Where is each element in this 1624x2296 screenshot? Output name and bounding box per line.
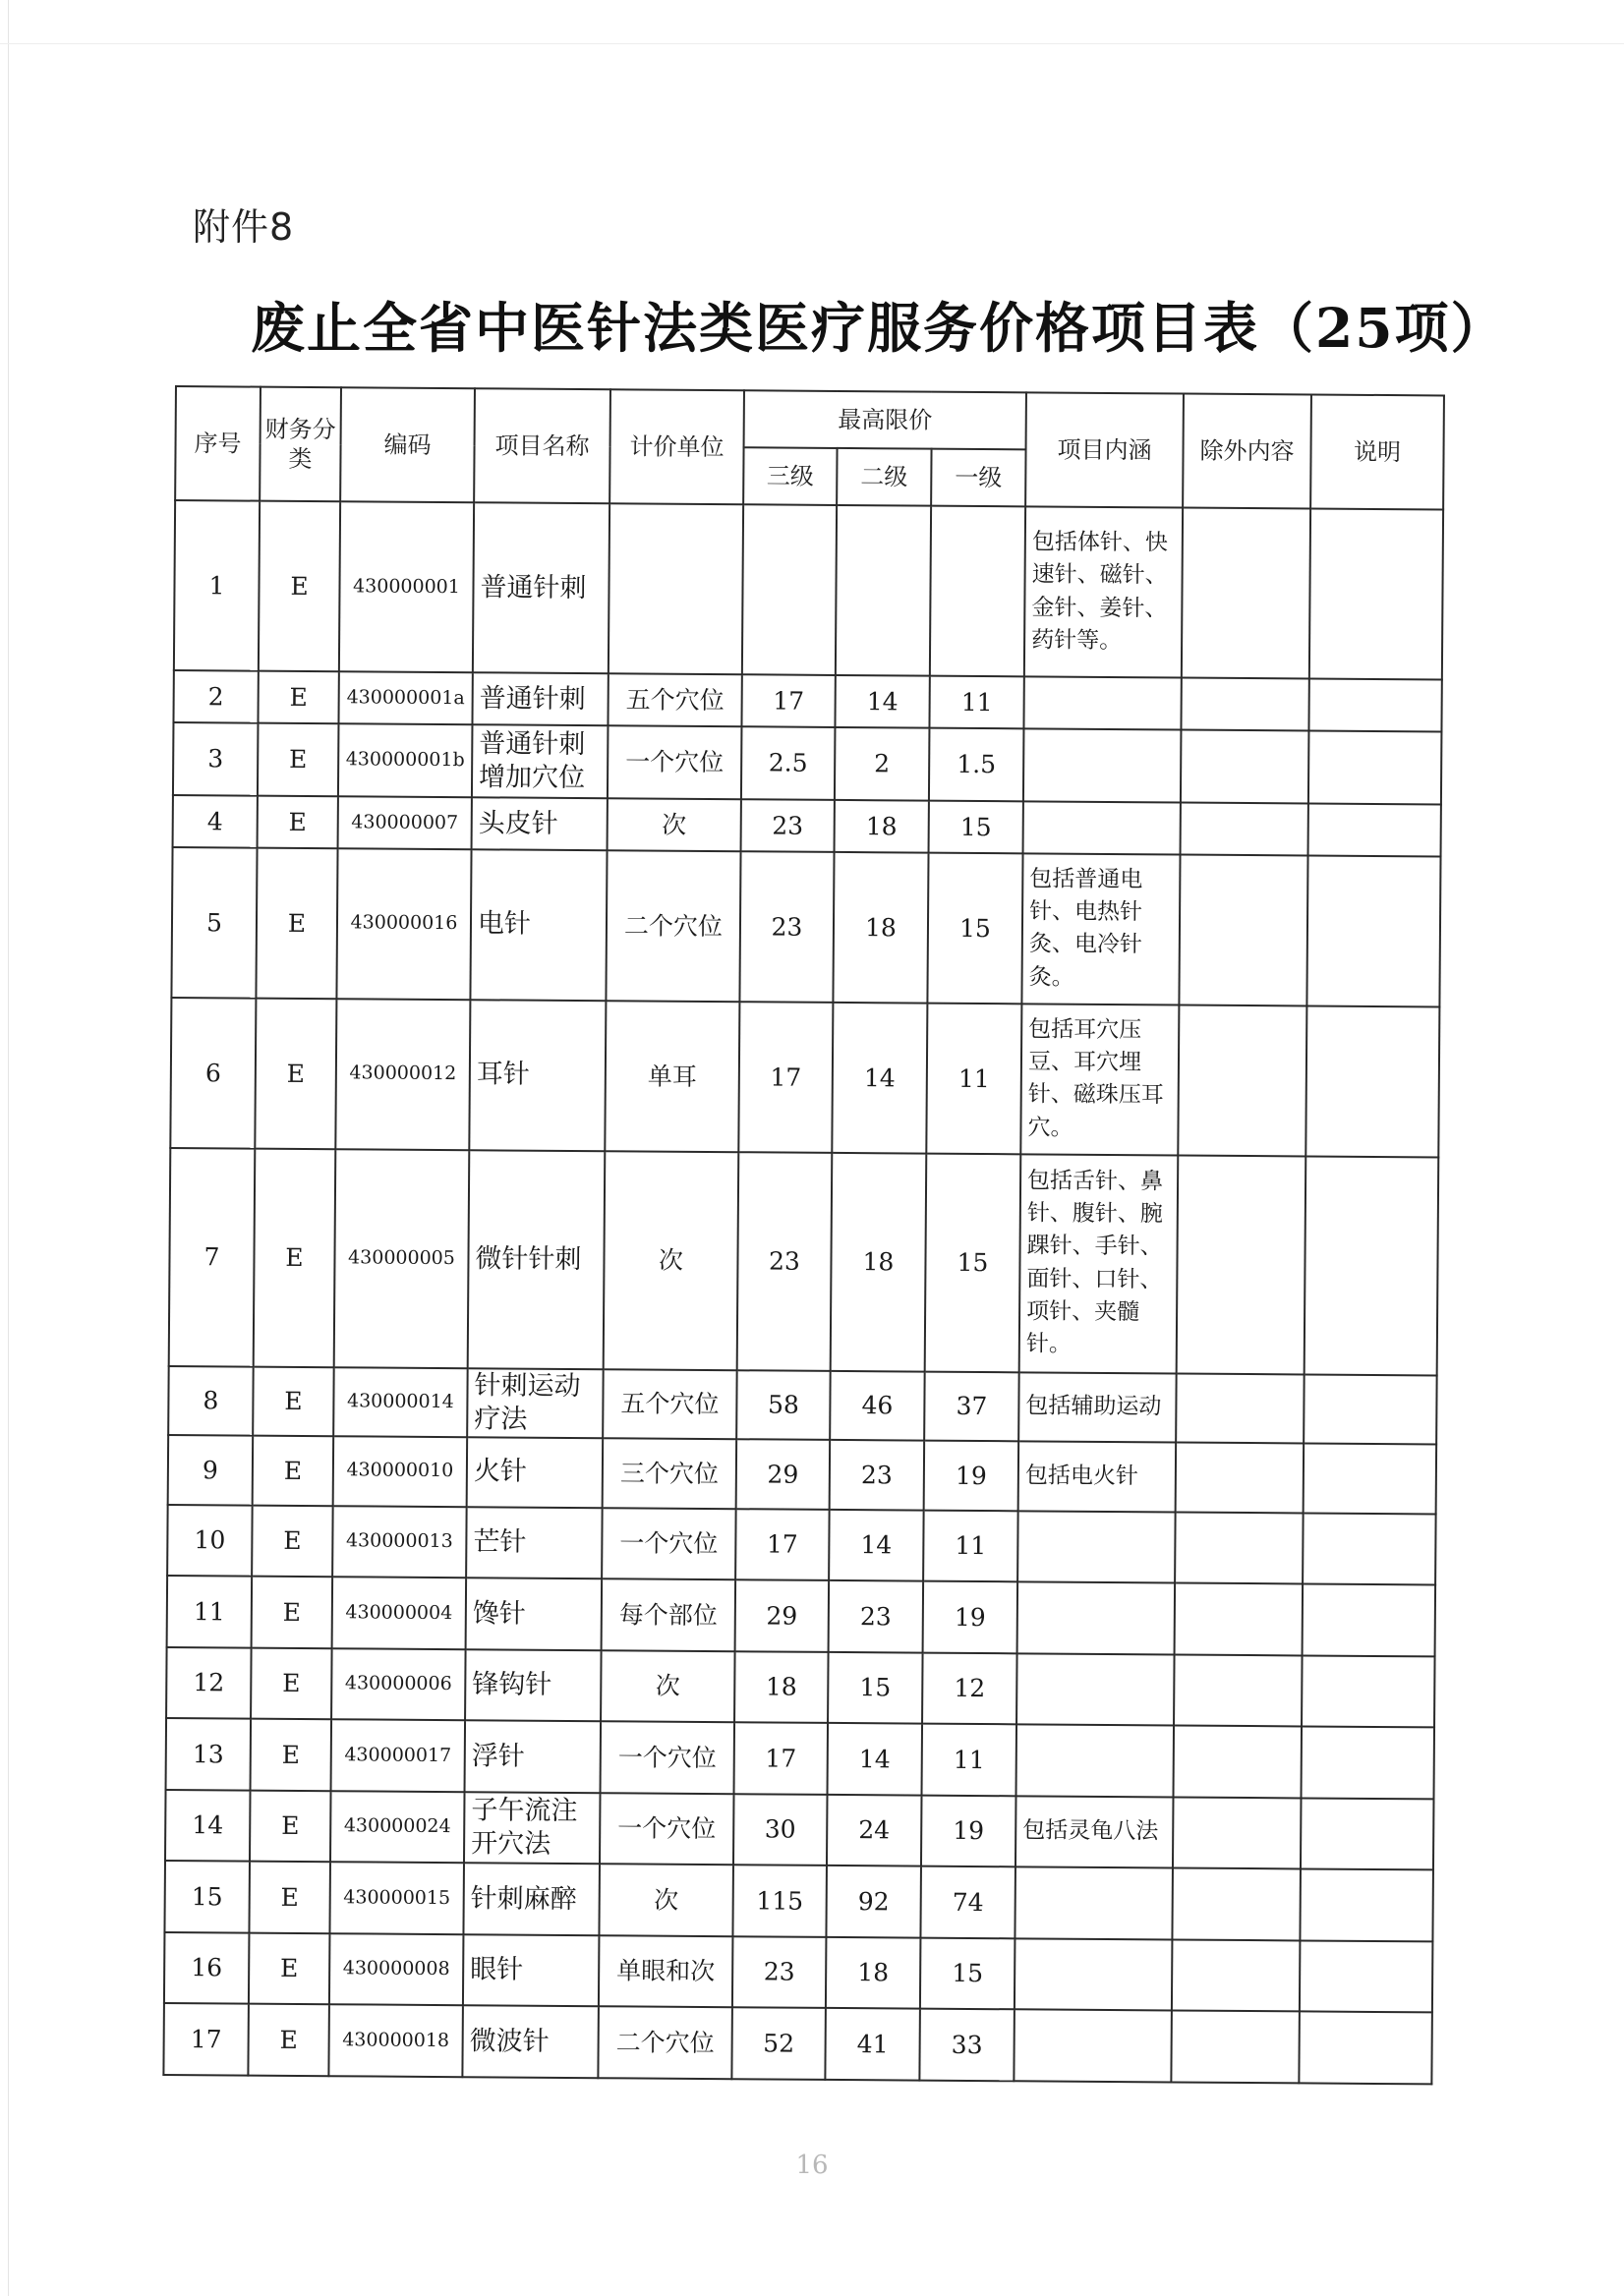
table-row <box>173 670 1441 731</box>
header-notes: 说明 <box>1310 394 1444 509</box>
price-table <box>162 385 1445 2085</box>
row-code: 430000016 <box>336 848 471 1000</box>
row-content <box>1015 1938 1173 2011</box>
row-price-level2: 18 <box>831 1153 927 1371</box>
row-price-level1: 11 <box>922 1724 1017 1796</box>
row-notes <box>1308 679 1441 731</box>
row-notes <box>1302 1727 1435 1800</box>
row-price-level2 <box>836 505 931 676</box>
row-content <box>1023 802 1181 855</box>
row-code: 430000017 <box>331 1719 466 1792</box>
header-level1: 一级 <box>931 449 1025 507</box>
row-exclusions <box>1182 508 1310 679</box>
row-price-level3: 18 <box>734 1651 829 1723</box>
row-finance-category: E <box>253 1366 334 1436</box>
row-price-level2: 14 <box>829 1510 924 1581</box>
row-content: 包括普通电针、电热针灸、电冷针灸。 <box>1021 853 1180 1004</box>
row-price-level3: 23 <box>739 851 834 1003</box>
row-pricing-unit: 二个穴位 <box>606 850 740 1002</box>
row-content <box>1015 1867 1173 1940</box>
table-row <box>169 1148 1439 1375</box>
row-price-level2: 18 <box>835 800 929 852</box>
row-notes <box>1309 508 1443 679</box>
row-seq: 3 <box>173 722 259 796</box>
row-notes <box>1304 1374 1437 1445</box>
row-exclusions <box>1175 1583 1304 1655</box>
row-item-name: 电针 <box>470 849 607 1001</box>
table-row <box>167 1576 1436 1656</box>
row-item-name: 耳针 <box>469 1000 606 1151</box>
table-body <box>163 500 1443 2084</box>
row-price-level1 <box>930 506 1025 677</box>
row-pricing-unit: 单眼和次 <box>599 1935 733 2008</box>
row-notes <box>1305 1005 1439 1157</box>
header-exclusions: 除外内容 <box>1183 394 1311 509</box>
row-pricing-unit: 次 <box>608 798 741 850</box>
row-price-level2: 15 <box>828 1652 923 1724</box>
row-seq: 5 <box>171 847 257 999</box>
table-row <box>168 1435 1436 1514</box>
header-item-name: 项目名称 <box>474 388 610 503</box>
row-item-name: 普通针刺增加穴位 <box>472 724 609 799</box>
row-price-level2: 92 <box>826 1866 921 1937</box>
row-price-level1: 11 <box>926 1003 1021 1154</box>
attachment-label: 附件8 <box>193 205 295 249</box>
table-row <box>173 795 1441 856</box>
row-item-name: 眼针 <box>463 1934 600 2007</box>
row-exclusions <box>1179 854 1307 1005</box>
row-price-level3: 52 <box>731 2008 826 2080</box>
row-price-level1: 11 <box>923 1510 1018 1581</box>
row-exclusions <box>1177 1155 1306 1374</box>
row-price-level2: 46 <box>830 1370 925 1440</box>
page-number: 16 <box>795 2151 829 2180</box>
row-content <box>1014 2010 1172 2083</box>
row-content: 包括舌针、鼻针、腹针、腕踝针、手针、面针、口针、项针、夹髓针。 <box>1019 1154 1179 1373</box>
row-content <box>1016 1724 1175 1797</box>
row-finance-category: E <box>259 501 340 672</box>
row-price-level2: 18 <box>833 852 928 1004</box>
row-exclusions <box>1181 678 1308 730</box>
row-pricing-unit: 五个穴位 <box>603 1369 737 1440</box>
row-price-level3: 17 <box>741 675 835 727</box>
row-code: 430000006 <box>331 1648 466 1721</box>
row-item-name: 子午流注开穴法 <box>464 1792 601 1865</box>
row-code: 430000018 <box>328 2005 463 2078</box>
row-item-name: 微波针 <box>462 2006 599 2079</box>
row-exclusions <box>1181 803 1308 855</box>
row-notes <box>1304 1444 1437 1515</box>
row-pricing-unit: 次 <box>601 1650 735 1723</box>
row-item-name: 火针 <box>467 1437 604 1508</box>
row-content <box>1017 1511 1176 1583</box>
row-price-level3: 17 <box>734 1722 829 1794</box>
page-title: 废止全省中医针法类医疗服务价格项目表（25项） <box>251 296 1507 360</box>
row-exclusions <box>1176 1443 1305 1513</box>
row-content <box>1016 1653 1175 1726</box>
row-price-level2: 23 <box>830 1440 925 1510</box>
row-exclusions <box>1176 1373 1305 1443</box>
header-level2: 二级 <box>837 448 931 506</box>
row-pricing-unit: 次 <box>599 1864 733 1936</box>
row-item-name: 针刺麻醉 <box>463 1863 600 1935</box>
row-content <box>1023 677 1181 730</box>
row-price-level2: 23 <box>829 1580 924 1652</box>
table-row <box>166 1647 1435 1728</box>
row-finance-category: E <box>256 847 337 999</box>
table-row <box>166 1718 1435 1799</box>
row-notes <box>1305 1156 1439 1375</box>
row-pricing-unit: 单耳 <box>605 1001 739 1152</box>
row-seq: 8 <box>168 1366 254 1436</box>
header-code: 编码 <box>340 387 475 502</box>
table-row <box>167 1505 1436 1585</box>
row-exclusions <box>1173 1797 1302 1868</box>
row-pricing-unit: 二个穴位 <box>598 2007 732 2080</box>
row-code: 430000001b <box>338 723 473 798</box>
row-price-level2: 2 <box>835 727 930 801</box>
row-exclusions <box>1172 1939 1301 2011</box>
row-exclusions <box>1178 1004 1306 1156</box>
row-content: 包括耳穴压豆、耳穴埋针、磁珠压耳穴。 <box>1020 1004 1179 1155</box>
row-pricing-unit: 次 <box>604 1151 739 1370</box>
row-exclusions <box>1174 1726 1303 1798</box>
row-price-level1: 19 <box>923 1581 1018 1653</box>
row-finance-category: E <box>250 1790 331 1862</box>
header-seq: 序号 <box>175 386 261 501</box>
table-row <box>174 500 1443 680</box>
row-code: 430000024 <box>330 1791 465 1864</box>
header-pricing-unit: 计价单位 <box>609 389 744 504</box>
row-notes <box>1300 1940 1433 2013</box>
row-price-level3: 17 <box>738 1002 833 1153</box>
row-pricing-unit: 一个穴位 <box>601 1721 735 1794</box>
row-price-level3 <box>742 504 837 675</box>
row-seq: 2 <box>173 670 258 722</box>
row-item-name: 浮针 <box>465 1720 602 1793</box>
row-price-level1: 19 <box>924 1441 1019 1511</box>
table-row <box>165 1790 1434 1870</box>
row-seq: 7 <box>169 1148 256 1366</box>
row-notes <box>1306 855 1440 1006</box>
row-content: 包括体针、快速针、磁针、金针、姜针、药针等。 <box>1024 506 1183 677</box>
row-price-level1: 15 <box>927 852 1022 1004</box>
row-pricing-unit: 三个穴位 <box>603 1438 737 1509</box>
row-price-level3: 29 <box>736 1439 831 1509</box>
row-exclusions <box>1175 1512 1304 1583</box>
row-price-level3: 115 <box>732 1865 827 1936</box>
row-finance-category: E <box>251 1647 332 1719</box>
row-seq: 14 <box>165 1790 251 1862</box>
row-price-level3: 17 <box>735 1509 830 1580</box>
row-price-level2: 14 <box>828 1723 923 1795</box>
row-finance-category: E <box>258 722 339 796</box>
row-finance-category: E <box>254 1149 336 1367</box>
row-item-name: 锋钩针 <box>465 1649 602 1722</box>
row-price-level1: 1.5 <box>929 727 1024 801</box>
row-price-level1: 33 <box>919 2009 1015 2081</box>
row-finance-category: E <box>248 2004 329 2076</box>
row-item-name: 头皮针 <box>472 797 608 849</box>
row-seq: 15 <box>164 1861 250 1932</box>
row-price-level2: 41 <box>825 2008 920 2080</box>
table-row <box>164 1932 1433 2013</box>
row-notes <box>1308 730 1442 805</box>
row-price-level1: 11 <box>929 676 1023 728</box>
row-seq: 6 <box>170 998 256 1149</box>
row-item-name: 普通针刺 <box>472 673 608 725</box>
row-content <box>1017 1581 1176 1654</box>
table-row <box>164 1861 1433 1941</box>
row-code: 430000005 <box>334 1149 470 1368</box>
row-seq: 16 <box>164 1932 250 2004</box>
row-seq: 4 <box>173 795 258 847</box>
row-notes <box>1300 1869 1433 1942</box>
header-content: 项目内涵 <box>1025 392 1184 507</box>
table-row <box>168 1366 1436 1445</box>
row-price-level1: 12 <box>922 1652 1017 1724</box>
table-row <box>171 847 1440 1007</box>
row-notes <box>1308 804 1441 856</box>
row-item-name: 针刺运动疗法 <box>467 1368 604 1439</box>
row-content: 包括电火针 <box>1018 1441 1177 1512</box>
row-price-level3: 30 <box>733 1794 828 1866</box>
row-code: 430000004 <box>332 1577 467 1649</box>
row-finance-category: E <box>252 1505 333 1577</box>
row-pricing-unit: 一个穴位 <box>602 1508 736 1580</box>
row-notes <box>1299 2012 1432 2085</box>
row-code: 430000001a <box>338 672 472 724</box>
header-finance-category: 财务分类 <box>260 387 341 502</box>
row-finance-category: E <box>251 1719 332 1791</box>
row-price-level2: 14 <box>832 1003 927 1154</box>
row-item-name: 馋针 <box>466 1578 603 1650</box>
row-notes <box>1303 1513 1436 1585</box>
row-code: 430000007 <box>338 796 472 848</box>
row-pricing-unit: 每个部位 <box>602 1578 736 1651</box>
row-finance-category: E <box>258 671 338 723</box>
row-seq: 13 <box>166 1718 252 1790</box>
row-notes <box>1302 1655 1435 1728</box>
row-price-level3: 23 <box>741 799 835 851</box>
row-pricing-unit <box>609 503 743 674</box>
row-code: 430000012 <box>335 999 470 1150</box>
row-price-level1: 15 <box>925 1154 1021 1372</box>
row-pricing-unit: 五个穴位 <box>608 674 741 726</box>
row-price-level3: 58 <box>736 1370 831 1440</box>
row-price-level3: 23 <box>737 1152 833 1370</box>
row-seq: 10 <box>167 1505 253 1577</box>
row-finance-category: E <box>255 998 336 1149</box>
row-exclusions <box>1174 1654 1303 1726</box>
row-exclusions <box>1181 729 1309 803</box>
row-item-name: 普通针刺 <box>473 502 609 673</box>
table-row <box>163 2003 1432 2084</box>
row-finance-category: E <box>252 1577 333 1648</box>
row-notes <box>1303 1584 1436 1657</box>
table-row <box>173 722 1442 805</box>
row-price-level2: 24 <box>827 1795 922 1866</box>
row-price-level1: 74 <box>920 1866 1015 1938</box>
scan-edge-left <box>8 0 9 2296</box>
row-code: 430000008 <box>329 1933 464 2006</box>
row-pricing-unit: 一个穴位 <box>600 1793 734 1866</box>
row-seq: 12 <box>166 1647 252 1719</box>
row-notes <box>1301 1798 1434 1870</box>
row-finance-category: E <box>253 1436 334 1506</box>
row-content: 包括灵龟八法 <box>1015 1796 1174 1868</box>
row-price-level3: 23 <box>732 1936 827 2008</box>
row-seq: 9 <box>168 1435 254 1505</box>
row-seq: 1 <box>174 500 260 671</box>
row-price-level2: 18 <box>826 1937 921 2009</box>
row-price-level3: 29 <box>735 1579 830 1651</box>
header-max-price: 最高限价 <box>744 390 1026 449</box>
row-price-level2: 14 <box>835 675 929 727</box>
header-level3: 三级 <box>743 447 837 505</box>
row-content <box>1023 728 1182 803</box>
row-code: 430000014 <box>333 1367 468 1438</box>
row-finance-category: E <box>249 1862 330 1933</box>
row-price-level3: 2.5 <box>741 726 836 800</box>
row-seq: 11 <box>167 1576 253 1647</box>
row-price-level1: 15 <box>929 801 1023 853</box>
row-item-name: 芒针 <box>466 1507 603 1579</box>
row-code: 430000010 <box>333 1436 468 1507</box>
row-content: 包括辅助运动 <box>1018 1372 1177 1443</box>
row-code: 430000001 <box>339 501 474 672</box>
row-item-name: 微针针刺 <box>468 1150 606 1369</box>
scan-edge-top <box>0 43 1624 44</box>
row-seq: 17 <box>163 2003 249 2075</box>
table-header <box>175 386 1444 509</box>
row-exclusions <box>1171 2011 1300 2084</box>
table-row <box>170 998 1439 1158</box>
row-code: 430000013 <box>332 1506 467 1578</box>
row-finance-category: E <box>249 1932 330 2004</box>
row-price-level1: 37 <box>924 1371 1019 1441</box>
row-price-level1: 15 <box>920 1937 1015 2009</box>
row-code: 430000015 <box>329 1862 464 1934</box>
row-price-level1: 19 <box>921 1795 1016 1866</box>
row-finance-category: E <box>258 796 338 848</box>
row-pricing-unit: 一个穴位 <box>608 725 742 800</box>
row-exclusions <box>1172 1868 1301 1940</box>
